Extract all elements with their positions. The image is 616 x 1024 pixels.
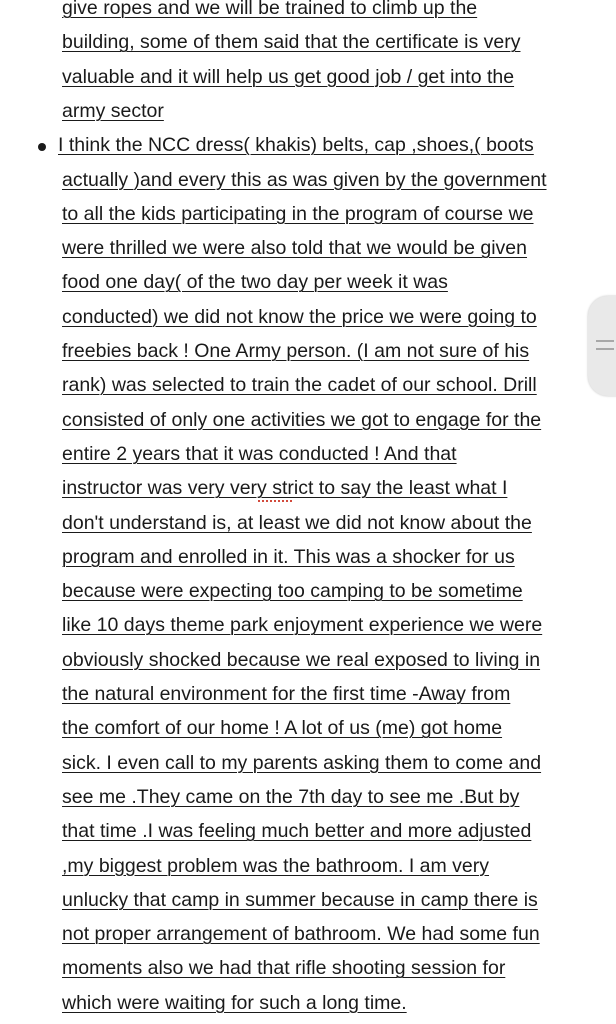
text-line: not proper arrangement of bathroom. We had some fun xyxy=(62,923,540,946)
text-line: actually )and every this as was given by the government xyxy=(62,168,547,191)
text-line: instructor was very very strict to say the least what I xyxy=(62,477,508,500)
grip-line-icon xyxy=(596,348,614,350)
text-line: I think the NCC dress( khakis) belts, cap ,shoes,( boots xyxy=(58,134,534,157)
text-line: program and enrolled in it. This was a shocker for us xyxy=(62,545,515,568)
text-line: sick. I even call to my parents asking them to come and xyxy=(62,751,542,774)
text-line: rank) was selected to train the cadet of our school. Drill xyxy=(62,374,537,397)
text-line: ,my biggest problem was the bathroom. I am very xyxy=(62,854,490,877)
text-line: entire 2 years that it was conducted ! And that xyxy=(62,442,457,465)
text-line: building, some of them said that the certificate is very xyxy=(62,31,521,54)
text-line: which were waiting for such a long time. xyxy=(62,991,407,1014)
text-line: valuable and it will help us get good job / get into the xyxy=(62,65,515,88)
text-line: obviously shocked because we real exposed to living in xyxy=(62,648,541,671)
spellcheck-underline xyxy=(258,497,292,502)
text-line: food one day( of the two day per week it was xyxy=(62,271,448,294)
text-line: unlucky that camp in summer because in camp there is xyxy=(62,888,538,911)
bullet-dot-icon xyxy=(38,143,46,151)
text-line: the natural environment for the first time -Away from xyxy=(62,683,511,705)
scroll-handle[interactable] xyxy=(588,296,616,396)
text-line: that time .I was feeling much better and more adjusted xyxy=(62,820,532,843)
text-line: give ropes and we will be trained to climb up the xyxy=(62,0,478,19)
text-line: consisted of only one activities we got to engage for the xyxy=(62,408,542,431)
text-line: like 10 days theme park enjoyment experience we were xyxy=(62,614,543,637)
text-line: the comfort of our home ! A lot of us (me) got home xyxy=(62,717,503,740)
text-line: because were expecting too camping to be sometime xyxy=(62,580,523,603)
text-line: army sector xyxy=(62,99,164,122)
text-line: conducted) we did not know the price we were going to xyxy=(62,305,537,328)
text-line: freebies back ! One Army person. (I am not sure of his xyxy=(62,340,530,362)
text-line: moments also we had that rifle shooting session for xyxy=(62,957,506,980)
text-line: to all the kids participating in the program of course we xyxy=(62,202,534,225)
text-line: see me .They came on the 7th day to see me .But by xyxy=(62,785,520,808)
grip-line-icon xyxy=(596,340,614,342)
text-line: were thrilled we were also told that we would be given xyxy=(62,237,528,260)
text-line: don't understand is, at least we did not know about the xyxy=(62,511,532,534)
